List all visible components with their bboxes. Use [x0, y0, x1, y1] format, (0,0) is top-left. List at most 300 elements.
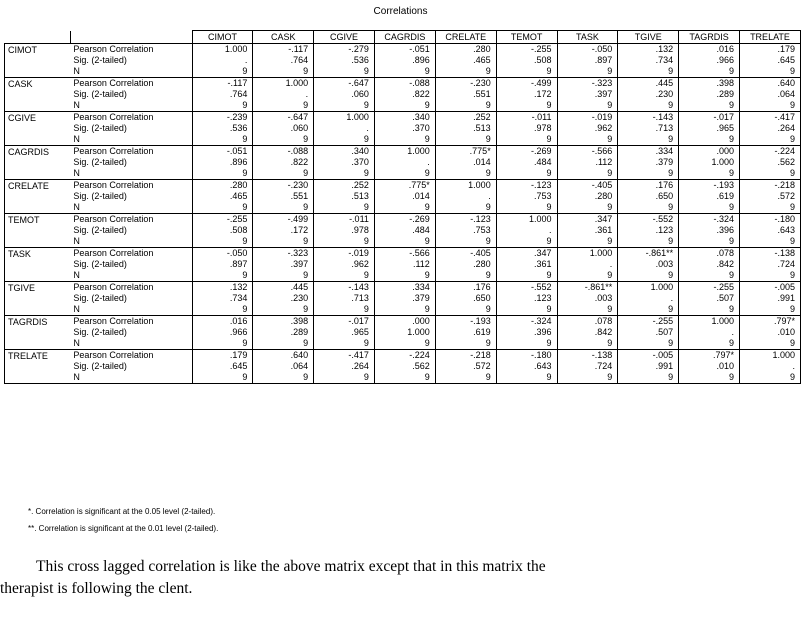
table-cell: .	[435, 191, 496, 202]
table-cell: -.017	[314, 316, 375, 328]
table-cell: .	[739, 361, 800, 372]
table-cell: -.088	[374, 78, 435, 90]
table-cell: .280	[435, 44, 496, 56]
table-cell: 9	[314, 270, 375, 282]
table-cell: .252	[314, 180, 375, 192]
table-cell: -.117	[192, 78, 253, 90]
table-cell: .724	[557, 361, 618, 372]
table-cell: .572	[435, 361, 496, 372]
table-cell: 9	[557, 270, 618, 282]
table-row	[5, 327, 801, 338]
table-cell: .064	[739, 89, 800, 100]
row-variable-label: TRELATE	[5, 350, 71, 384]
table-cell: 9	[435, 338, 496, 350]
table-cell: 9	[253, 66, 314, 78]
table-cell: .713	[314, 293, 375, 304]
table-cell: .536	[314, 55, 375, 66]
table-cell: .572	[739, 191, 800, 202]
table-cell: .078	[557, 316, 618, 328]
statistic-label: N	[70, 304, 192, 316]
table-cell: .361	[496, 259, 557, 270]
table-cell: -.323	[557, 78, 618, 90]
statistic-label: N	[70, 134, 192, 146]
table-cell: 9	[739, 168, 800, 180]
table-row	[5, 89, 801, 100]
footnote-significance-01: **. Correlation is significant at the 0.01 level (2-tailed).	[28, 524, 219, 533]
table-cell: .172	[253, 225, 314, 236]
table-cell: -.193	[435, 316, 496, 328]
table-cell: 9	[192, 304, 253, 316]
table-cell: .797*	[679, 350, 740, 362]
table-cell: .764	[253, 55, 314, 66]
table-cell: .508	[496, 55, 557, 66]
table-cell: .361	[557, 225, 618, 236]
table-row	[5, 316, 801, 328]
table-cell: 9	[557, 304, 618, 316]
table-cell: .896	[192, 157, 253, 168]
table-cell: -.011	[314, 214, 375, 226]
table-cell: 9	[435, 168, 496, 180]
table-cell: 9	[192, 338, 253, 350]
table-cell: -.239	[192, 112, 253, 124]
table-row	[5, 372, 801, 384]
table-cell: .797*	[739, 316, 800, 328]
table-title: Correlations	[373, 6, 428, 17]
table-cell: .230	[253, 293, 314, 304]
table-cell: 9	[679, 372, 740, 384]
statistic-label: N	[70, 202, 192, 214]
statistic-label: Sig. (2-tailed)	[70, 123, 192, 134]
table-cell: .508	[192, 225, 253, 236]
table-cell: -.861**	[557, 282, 618, 294]
table-cell: 9	[739, 100, 800, 112]
table-row	[5, 361, 801, 372]
statistic-label: Pearson Correlation	[70, 146, 192, 158]
body-paragraph	[0, 556, 790, 600]
table-cell: 9	[374, 100, 435, 112]
statistic-label: Pearson Correlation	[70, 282, 192, 294]
table-cell: .	[679, 327, 740, 338]
table-row	[5, 248, 801, 260]
row-variable-label: CGIVE	[5, 112, 71, 146]
table-cell: 9	[314, 100, 375, 112]
statistic-label: N	[70, 270, 192, 282]
table-cell: .484	[496, 157, 557, 168]
table-cell: .978	[496, 123, 557, 134]
table-cell: .724	[739, 259, 800, 270]
table-cell: .016	[192, 316, 253, 328]
table-cell: 9	[618, 100, 679, 112]
table-cell: .643	[739, 225, 800, 236]
table-row	[5, 293, 801, 304]
table-cell: 9	[314, 168, 375, 180]
table-cell: 1.000	[557, 248, 618, 260]
table-cell: -.417	[314, 350, 375, 362]
table-cell: 9	[739, 66, 800, 78]
table-row	[5, 225, 801, 236]
table-cell: -.193	[679, 180, 740, 192]
table-cell: .713	[618, 123, 679, 134]
statistic-label: Sig. (2-tailed)	[70, 361, 192, 372]
correlation-table	[4, 30, 801, 384]
table-cell: 9	[192, 100, 253, 112]
table-cell: .536	[192, 123, 253, 134]
table-row	[5, 214, 801, 226]
table-cell: 9	[739, 134, 800, 146]
table-cell: -.647	[314, 78, 375, 90]
table-cell: -.224	[374, 350, 435, 362]
table-cell: 9	[314, 236, 375, 248]
table-cell: .562	[739, 157, 800, 168]
table-cell: 9	[496, 372, 557, 384]
paragraph-line-1: This cross lagged correlation is like the above matrix except that in this matrix the	[36, 558, 546, 575]
table-cell: .370	[314, 157, 375, 168]
table-cell: .176	[435, 282, 496, 294]
row-variable-label: TAGRDIS	[5, 316, 71, 350]
table-cell: .650	[618, 191, 679, 202]
table-cell: 9	[192, 134, 253, 146]
table-cell: .562	[374, 361, 435, 372]
table-cell: -.019	[557, 112, 618, 124]
table-row	[5, 180, 801, 192]
table-cell: 9	[739, 236, 800, 248]
table-cell: 9	[618, 304, 679, 316]
column-header: TEMOT	[496, 31, 557, 44]
table-cell: 9	[374, 134, 435, 146]
table-cell: 9	[253, 202, 314, 214]
table-cell: 9	[739, 304, 800, 316]
table-cell: .334	[374, 282, 435, 294]
table-cell: 9	[618, 66, 679, 78]
table-cell: 9	[557, 100, 618, 112]
table-cell: .513	[314, 191, 375, 202]
table-cell: .132	[618, 44, 679, 56]
table-row	[5, 55, 801, 66]
table-cell: -.230	[435, 78, 496, 90]
table-cell: -.405	[557, 180, 618, 192]
table-cell: 9	[557, 236, 618, 248]
table-cell: -.051	[192, 146, 253, 158]
table-cell: 9	[496, 202, 557, 214]
table-cell: -.180	[739, 214, 800, 226]
table-cell: .289	[679, 89, 740, 100]
table-cell: .551	[435, 89, 496, 100]
table-cell: 9	[496, 270, 557, 282]
table-cell: -.050	[557, 44, 618, 56]
table-cell: 9	[435, 100, 496, 112]
column-header: TGIVE	[618, 31, 679, 44]
table-cell: -.861**	[618, 248, 679, 260]
table-cell: .445	[253, 282, 314, 294]
table-cell: 9	[374, 270, 435, 282]
table-row	[5, 191, 801, 202]
table-cell: 1.000	[192, 44, 253, 56]
table-cell: -.050	[192, 248, 253, 260]
table-cell: 9	[679, 270, 740, 282]
table-cell: -.552	[496, 282, 557, 294]
table-cell: .379	[618, 157, 679, 168]
table-cell: .123	[496, 293, 557, 304]
table-row	[5, 304, 801, 316]
table-cell: .842	[557, 327, 618, 338]
table-cell: .334	[618, 146, 679, 158]
table-cell: .397	[253, 259, 314, 270]
paragraph-line-2: therapist is following the clent.	[0, 580, 193, 597]
table-row	[5, 157, 801, 168]
statistic-label: N	[70, 338, 192, 350]
table-cell: -.051	[374, 44, 435, 56]
table-cell: -.279	[314, 44, 375, 56]
table-cell: -.011	[496, 112, 557, 124]
table-cell: .619	[679, 191, 740, 202]
table-cell: 9	[253, 372, 314, 384]
table-cell: -.566	[374, 248, 435, 260]
table-cell: .465	[435, 55, 496, 66]
row-variable-label: TEMOT	[5, 214, 71, 248]
table-cell: .753	[435, 225, 496, 236]
table-cell: -.123	[496, 180, 557, 192]
table-cell: .965	[314, 327, 375, 338]
table-cell: 9	[496, 168, 557, 180]
table-cell: -.005	[739, 282, 800, 294]
table-cell: .775*	[374, 180, 435, 192]
table-cell: .112	[374, 259, 435, 270]
table-row	[5, 236, 801, 248]
table-cell: .	[618, 293, 679, 304]
table-cell: .280	[192, 180, 253, 192]
table-cell: -.230	[253, 180, 314, 192]
table-cell: 9	[435, 304, 496, 316]
table-cell: 9	[496, 66, 557, 78]
table-cell: 9	[192, 66, 253, 78]
table-cell: -.417	[739, 112, 800, 124]
table-cell: .775*	[435, 146, 496, 158]
table-cell: -.143	[618, 112, 679, 124]
table-cell: .513	[435, 123, 496, 134]
statistic-label: Sig. (2-tailed)	[70, 55, 192, 66]
table-cell: .965	[679, 123, 740, 134]
table-cell: 9	[374, 304, 435, 316]
table-cell: -.323	[253, 248, 314, 260]
table-cell: .003	[557, 293, 618, 304]
statistic-label: Sig. (2-tailed)	[70, 259, 192, 270]
table-cell: .000	[679, 146, 740, 158]
column-header: TASK	[557, 31, 618, 44]
table-cell: -.143	[314, 282, 375, 294]
table-cell: 9	[557, 338, 618, 350]
table-cell: .962	[314, 259, 375, 270]
statistic-label: Pearson Correlation	[70, 248, 192, 260]
table-cell: 9	[374, 66, 435, 78]
table-cell: -.647	[253, 112, 314, 124]
table-cell: .753	[496, 191, 557, 202]
table-cell: .397	[557, 89, 618, 100]
table-cell: .016	[679, 44, 740, 56]
table-cell: .230	[618, 89, 679, 100]
table-cell: 9	[557, 202, 618, 214]
table-cell: 9	[557, 66, 618, 78]
column-header-row	[5, 31, 801, 44]
table-cell: 9	[435, 202, 496, 214]
table-row	[5, 202, 801, 214]
table-cell: .398	[253, 316, 314, 328]
table-row	[5, 270, 801, 282]
table-row	[5, 146, 801, 158]
table-cell: .822	[253, 157, 314, 168]
row-variable-label: TASK	[5, 248, 71, 282]
column-header: TRELATE	[739, 31, 800, 44]
table-cell: 1.000	[253, 78, 314, 90]
table-cell: .176	[618, 180, 679, 192]
table-cell: 9	[253, 338, 314, 350]
table-cell: -.138	[557, 350, 618, 362]
table-row	[5, 350, 801, 362]
column-header: TAGRDIS	[679, 31, 740, 44]
table-cell: .507	[618, 327, 679, 338]
table-cell: -.218	[435, 350, 496, 362]
table-cell: .000	[374, 316, 435, 328]
table-cell: 9	[435, 236, 496, 248]
table-cell: 1.000	[739, 350, 800, 362]
table-row	[5, 168, 801, 180]
table-cell: 9	[192, 202, 253, 214]
table-cell: 9	[679, 168, 740, 180]
table-cell: -.324	[679, 214, 740, 226]
table-cell: 9	[435, 372, 496, 384]
table-cell: .991	[739, 293, 800, 304]
statistic-label: Pearson Correlation	[70, 350, 192, 362]
table-cell: 9	[496, 304, 557, 316]
statistic-label: Sig. (2-tailed)	[70, 327, 192, 338]
table-cell: .842	[679, 259, 740, 270]
table-cell: .179	[192, 350, 253, 362]
table-cell: -.180	[496, 350, 557, 362]
table-cell: -.088	[253, 146, 314, 158]
table-cell: -.005	[618, 350, 679, 362]
table-cell: 9	[314, 134, 375, 146]
table-cell: .112	[557, 157, 618, 168]
header-blank-cell	[70, 31, 192, 44]
table-cell: 9	[435, 66, 496, 78]
footnote-significance-05: *. Correlation is significant at the 0.05 level (2-tailed).	[28, 507, 216, 516]
table-cell: .179	[739, 44, 800, 56]
table-cell: -.324	[496, 316, 557, 328]
table-cell: 1.000	[679, 316, 740, 328]
table-cell: .172	[496, 89, 557, 100]
column-header: CAGRDIS	[374, 31, 435, 44]
table-cell: 1.000	[374, 146, 435, 158]
row-variable-label: TGIVE	[5, 282, 71, 316]
table-cell: 9	[679, 338, 740, 350]
table-cell: 9	[314, 372, 375, 384]
statistic-label: N	[70, 168, 192, 180]
statistic-label: Pearson Correlation	[70, 44, 192, 56]
table-cell: .252	[435, 112, 496, 124]
table-cell: 9	[618, 270, 679, 282]
table-cell: 9	[739, 372, 800, 384]
table-cell: -.117	[253, 44, 314, 56]
table-cell: .966	[192, 327, 253, 338]
table-cell: .280	[557, 191, 618, 202]
table-cell: .347	[496, 248, 557, 260]
table-cell: 9	[618, 134, 679, 146]
table-cell: .978	[314, 225, 375, 236]
table-cell: 1.000	[374, 327, 435, 338]
table-cell: 9	[679, 236, 740, 248]
table-cell: 9	[557, 168, 618, 180]
table-cell: -.255	[496, 44, 557, 56]
table-cell: .650	[435, 293, 496, 304]
table-cell: -.019	[314, 248, 375, 260]
table-cell: -.269	[496, 146, 557, 158]
table-cell: .396	[496, 327, 557, 338]
table-cell: .445	[618, 78, 679, 90]
table-cell: .010	[739, 327, 800, 338]
table-cell: 9	[679, 134, 740, 146]
table-cell: .	[496, 225, 557, 236]
table-cell: .379	[374, 293, 435, 304]
column-header: CRELATE	[435, 31, 496, 44]
row-variable-label: CASK	[5, 78, 71, 112]
table-cell: -.552	[618, 214, 679, 226]
table-cell: -.123	[435, 214, 496, 226]
table-cell: -.224	[739, 146, 800, 158]
table-cell: .264	[739, 123, 800, 134]
table-cell: .132	[192, 282, 253, 294]
header-blank-cell	[5, 31, 71, 44]
table-cell: .064	[253, 361, 314, 372]
table-cell: 9	[435, 134, 496, 146]
table-cell: 9	[253, 236, 314, 248]
table-cell: .	[314, 123, 375, 134]
statistic-label: N	[70, 236, 192, 248]
table-cell: -.499	[496, 78, 557, 90]
table-cell: 9	[253, 304, 314, 316]
table-cell: .123	[618, 225, 679, 236]
statistic-label: Pearson Correlation	[70, 112, 192, 124]
table-cell: 9	[679, 100, 740, 112]
statistic-label: N	[70, 100, 192, 112]
column-header: CGIVE	[314, 31, 375, 44]
table-cell: .347	[557, 214, 618, 226]
table-cell: 9	[557, 134, 618, 146]
statistic-label: Pearson Correlation	[70, 214, 192, 226]
table-cell: .370	[374, 123, 435, 134]
table-cell: 9	[314, 304, 375, 316]
table-cell: 9	[679, 202, 740, 214]
column-header: CIMOT	[192, 31, 253, 44]
table-cell: 1.000	[496, 214, 557, 226]
table-row	[5, 44, 801, 56]
table-cell: .014	[374, 191, 435, 202]
table-cell: 9	[314, 66, 375, 78]
table-row	[5, 259, 801, 270]
table-cell: 1.000	[618, 282, 679, 294]
table-cell: 9	[374, 168, 435, 180]
table-cell: 9	[253, 168, 314, 180]
table-cell: 9	[618, 202, 679, 214]
table-row	[5, 100, 801, 112]
table-cell: .264	[314, 361, 375, 372]
table-row	[5, 338, 801, 350]
statistic-label: Sig. (2-tailed)	[70, 191, 192, 202]
table-cell: 9	[739, 270, 800, 282]
table-cell: .	[253, 89, 314, 100]
table-cell: -.017	[679, 112, 740, 124]
table-cell: .465	[192, 191, 253, 202]
table-cell: .991	[618, 361, 679, 372]
table-cell: .896	[374, 55, 435, 66]
